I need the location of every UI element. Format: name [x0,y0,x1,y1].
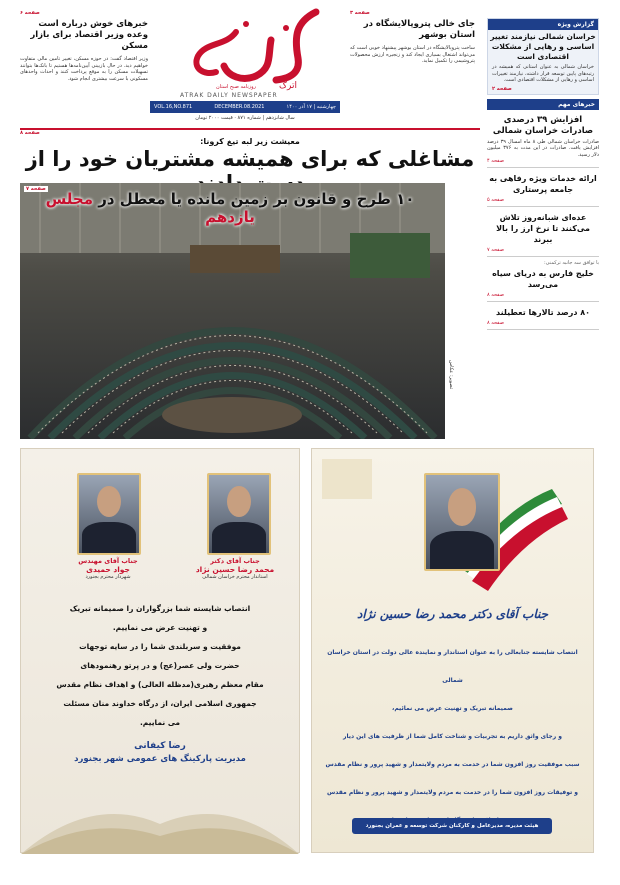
price-line: سال شانزدهم | شماره ۸۷۱ · قیمت ۲۰۰۰ تومان [195,115,295,121]
subtitle-fa: روزنامه صبح استان [216,84,256,90]
ad-left-ornament-icon [21,774,299,854]
photo-credit: تصویر: عکاس [448,360,454,390]
ad-left-signer: رضا کیفانی [134,741,186,751]
left-column [20,10,148,82]
issue-info-bar [150,101,340,113]
portrait-hosseinnejad-large [424,473,500,571]
congratulation-ad-left [20,448,300,853]
ad-message-line: مقام معظم رهبری(مدظله العالی) و اهداف نظام مقدس [56,680,264,689]
ad-message-line: موفقیت و سربلندی شما را در سایه توجهات [79,642,241,651]
photo-caption-highlight: مجلس یازدهم [45,190,255,226]
special-report-title[interactable]: خراسان شمالی نیازمند تغییر اساسی و رهایی از مشکلات اقتصادی است [490,32,596,61]
news-item-kicker: با توافق سه جانبه ترکمنی: [543,260,599,266]
sidebar [487,18,599,330]
lead-news-ref: صفحه ۴ [487,158,504,164]
news-item-title: عده‌ای شبانه‌روز تلاش می‌کنند تا نرخ ارز را بالا ببرند [496,213,590,244]
news-list-item[interactable] [487,302,599,330]
congratulation-ad-right [311,448,594,853]
news-item-title: ارائه خدمات ویژه رفاهی به جامعه پرستاری [489,174,597,194]
special-report-head: گزارش ویژه [488,19,598,30]
ad-message-line: می نماییم. [139,718,181,727]
photo-caption[interactable] [30,190,430,226]
headline-kicker: معیشت زیر لبه تیغ کرونا: [200,137,300,146]
ad-message-line: جمهوری اسلامی ایران، از درگاه خداوند منان مسئلت [63,699,257,708]
news-box [487,99,599,331]
special-report-ref: صفحه ۲ [492,85,512,92]
ad-message-line: حضرت ولی عصر(عج) و در پرتو رهنمودهای [80,661,240,670]
photo-caption-main: ۱۰ طرح و قانون بر زمین مانده یا معطل در [93,190,415,208]
ad-left-person-1: جناب آقای دکتر محمد رضا حسین نژاد استاندار محترم خراسان شمالی [195,557,275,580]
ad-left-org: مدیریت پارکینگ های عمومی شهر بجنورد [74,754,246,764]
top-divider [20,128,480,130]
ad-message-line: صمیمانه تبریک و تهنیت عرض می نمائیم، [392,705,513,712]
ad-right-message [320,639,585,835]
lead-news-title: افزایش ۳۹ درصدی صادرات خراسان شمالی [492,114,594,136]
mid-story-title[interactable]: جای خالی پتروپالایشگاه در استان بوشهر [363,19,475,40]
ad-message-line: انتصاب شایسته شما بزرگواران را صمیمانه تبریک [69,604,251,613]
news-item-ref: صفحه ۸ [487,320,504,326]
ad-message-line: و توفیقات روز افزون شما را در خدمت به مردم ولایتمدار و شهید پرور و نظام مقدس [326,789,579,796]
news-item-title: ۸۰ درصد تالارها تعطیلند [495,308,591,317]
ad-right-signer: هیئت مدیره، مدیرعامل و کارکنان شرکت توسعه و عمران بجنورد [352,818,552,834]
vol-number: VOL.16,NO.871 [154,104,193,110]
date-fa: چهارشنبه | ۱۷ آذر ۱۴۰۰ [286,104,336,110]
special-report-box [487,18,599,95]
news-item-title: خلیج فارس به دریای سیاه می‌رسد [492,269,594,289]
left-story-title[interactable]: خبرهای خوش درباره است وعده وزیر اقتصاد برای بازار مسکن [30,19,148,51]
ad-message-line: سبب موفقیت روز افزون شما در خدمت به مردم ولایتمدار و شهید پرور و نظام مقدس [325,761,580,768]
news-list-item[interactable] [487,257,599,302]
news-list [487,168,599,330]
tagline: ATRAK DAILY NEWSPAPER [180,92,278,99]
lead-news-body: صادرات خراسان شمالی طی ۸ ماه امسال ۳۹ درصد افزایش یافت. صادرات در این مدت به ۳۷۶ میلیون دلار رسید. [487,138,599,158]
ad-message-line: و رجای واثق داریم به تجربیات و شناخت کامل شما از ظرفیت های این دیار [343,733,562,740]
date-en: DECEMBER.08.2021 [214,104,265,110]
logo-text: اترک [278,81,298,91]
ad-left-message [31,599,289,732]
main-headline[interactable]: مشاغلی که برای همیشه مشتریان خود را از [25,147,475,171]
news-item-ref: صفحه ۷ [487,247,504,253]
atrak-logo-icon [176,6,336,92]
masthead [156,6,346,116]
left-page-ref: صفحه ۶ [20,10,40,16]
photo-page-ref: صفحه ۷ [26,186,46,192]
headline-page-ref: صفحه ۸ [20,130,40,136]
news-item-ref: صفحه ۸ [487,292,504,298]
news-list-item[interactable] [487,168,599,207]
news-list-item[interactable] [487,207,599,257]
portrait-hamidi [77,473,141,555]
mid-page-ref: صفحه ۳ [350,10,370,16]
news-item-ref: صفحه ۵ [487,197,504,203]
ad-message-line: و تهنیت عرض می نماییم. [112,623,208,632]
lead-news-item[interactable] [487,110,599,169]
middle-column [350,10,475,65]
ad-message-line: انتصاب شایسته جنابعالی را به عنوان استاندار و نماینده عالی دولت در استان خراسان شمالی [327,649,578,684]
ad-right-title: جناب آقای دکتر محمد رضا حسین نژاد [356,607,549,621]
portrait-hosseinnejad [207,473,271,555]
left-story-body: وزیر اقتصاد گفت: در حوزه مسکن، تغییر تامین مالی متفاوت خواهیم دید. در حال بازبینی آیین‌نامه‌ها هستیم تا بانک‌ها بتوانند تسهیلات مسکن را به موقع پرداخت کنند و احداث واحدهای مسکونی با سرعت بیشتری انجام شود. [20,56,148,82]
mid-story-body: ساخت پتروپالایشگاه در استان بوشهر پیشنهاد خوبی است که می‌تواند اشتغال بسیاری ایجاد کند و زنجیره ارزش محصولات پتروشیمی را تکمیل نماید. [350,45,475,64]
news-head: خبرهای مهم [487,99,599,110]
ad-left-person-2: جناب آقای مهندس جواد حمیدی شهردار محترم بجنورد [78,557,138,580]
special-report-body: خراسان شمالی به عنوان استانی که همیشه در رتبه‌های پایین توسعه قرار داشته، نیازمند تغییرات اساسی و رهایی از مشکلات اقتصادی است. [492,64,594,83]
